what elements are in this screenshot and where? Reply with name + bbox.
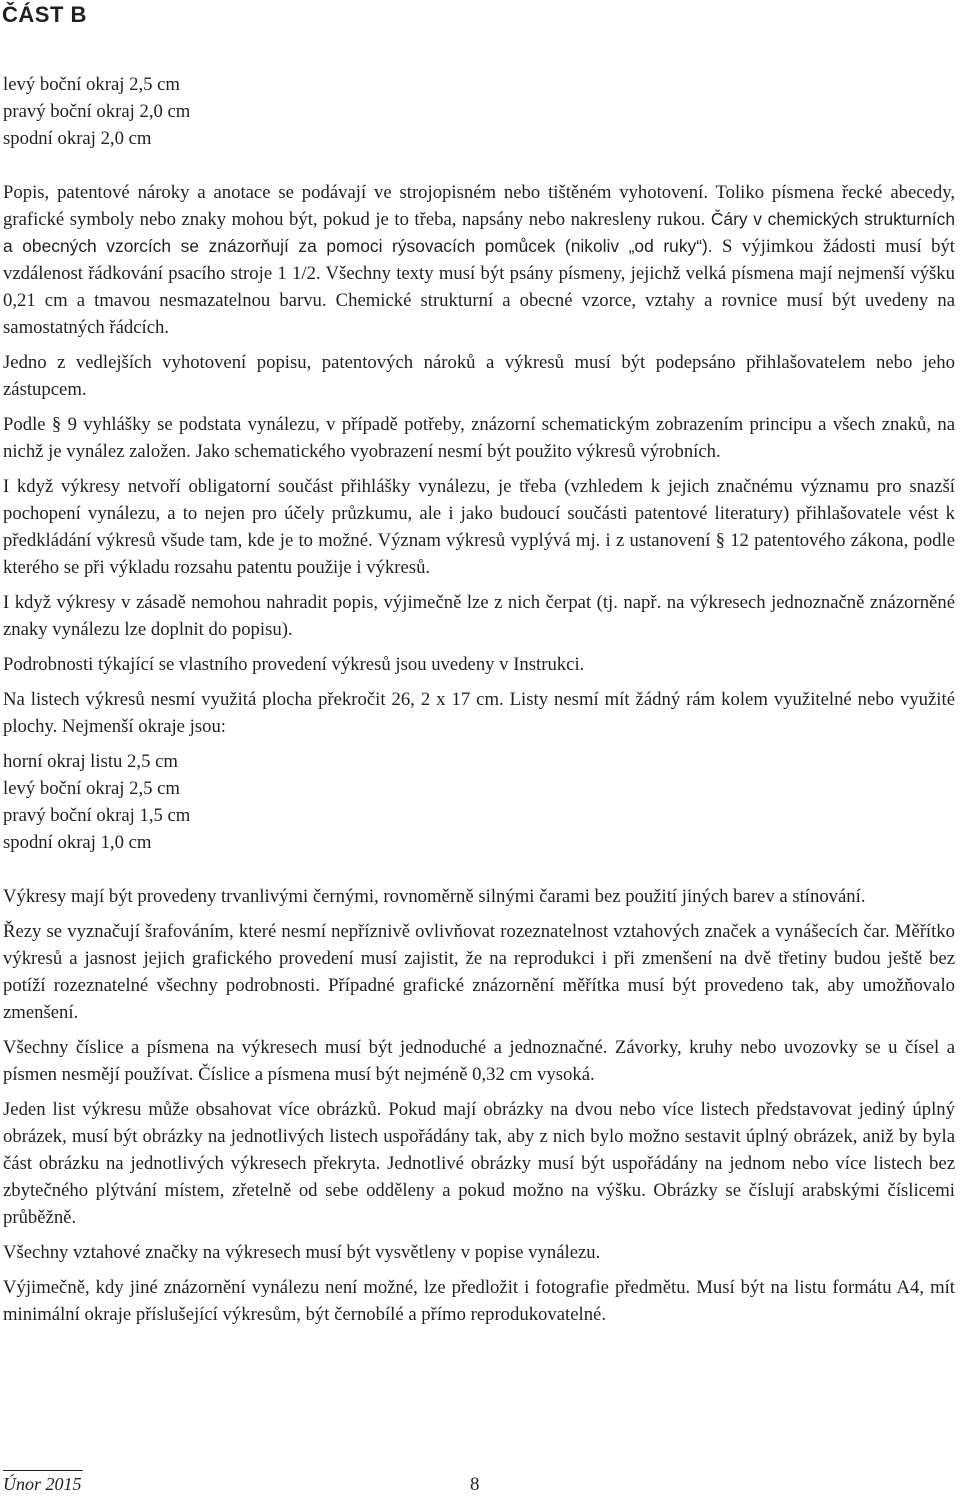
paragraph-listy: Na listech výkresů nesmí využitá plocha překročit 26, 2 x 17 cm. Listy nesmí mít žádný rám kolem využitelné nebo využité plochy. Nejmenší okraje jsou:: [3, 689, 955, 737]
margins-list-drawings: [3, 748, 955, 856]
page-number: 8: [470, 1474, 480, 1495]
paragraph-kdyz-vykresy-netvori: I když výkresy netvoří obligatorní součást přihlášky vynálezu, je třeba (vzhledem k jejich značnému významu pro snazší pochopení vynálezu, a to nejen pro účely průzkumu, ale i jako budoucí součásti patentové literatury) přihlašovatele vést k předkládání výkresů všude tam, kde je to možné. Význam výkresů vyplývá mj. i z ustanovení § 12 patentového zákona, podle kterého se při výkladu rozsahu patentu použije i výkresů.: [3, 476, 955, 578]
paragraph-fotografie: Výjimečně, kdy jiné znázornění vynálezu není možné, lze předložit i fotografie předmětu. Musí být na listu formátu A4, mít minimální okraje příslušející výkresům, být černobílé a přímo reprodukovatelné.: [3, 1277, 955, 1325]
document-body: [3, 71, 955, 1328]
margin-line: levý boční okraj 2,5 cm: [3, 778, 180, 799]
footer-date: Únor 2015: [3, 1474, 82, 1494]
paragraph-podle: Podle § 9 vyhlášky se podstata vynálezu, v případě potřeby, znázorní schematickým zobrazením principu a všech znaků, na nichž je vynález založen. Jako schematického vyobrazení nesmí být použito výkresů výrobních.: [3, 414, 955, 462]
margin-line: pravý boční okraj 2,0 cm: [3, 101, 191, 122]
margins-list-top: [3, 71, 955, 152]
margin-line: horní okraj listu 2,5 cm: [3, 751, 178, 772]
footer-rule: [3, 1470, 83, 1471]
margin-line: spodní okraj 2,0 cm: [3, 128, 152, 149]
paragraph-list-vykresu: Jeden list výkresu může obsahovat více obrázků. Pokud mají obrázky na dvou nebo více listech představovat jediný úplný obrázek, musí být obrázky na jednotlivých listech uspořádány tak, aby z nich bylo možno sestavit úplný obrázek, aniž by byla část obrázku na jednotlivých výkresech překryta. Jednotlivé obrázky musí být uspořádány na jednom nebo více listech bez zbytečného plýtvání místem, zřetelně od sebe odděleny a pokud možno na výšku. Obrázky se číslují arabskými číslicemi průběžně.: [3, 1099, 955, 1228]
paragraph-vykresy: Výkresy mají být provedeny trvanlivými černými, rovnoměrně silnými čarami bez použití jiných barev a stínování.: [3, 886, 866, 907]
paragraph-cislice: Všechny číslice a písmena na výkresech musí být jednoduché a jednoznačné. Závorky, kruhy nebo uvozovky se u čísel a písmen nesmějí používat. Číslice a písmena musí být nejméně 0,32 cm vysoká.: [3, 1037, 955, 1085]
paragraph-popis: [3, 179, 955, 341]
margin-line: spodní okraj 1,0 cm: [3, 832, 152, 853]
text-run: Popis, patentové nároky a anotace se podávají ve strojopisném nebo tištěném vyhotovení. Toliko písmena řecké abecedy, grafické symboly nebo znaky mohou být, pokud je to třeba, napsány nebo nakresleny rukou.: [3, 182, 955, 230]
margin-line: levý boční okraj 2,5 cm: [3, 74, 180, 95]
paragraph-podpis: Jedno z vedlejších vyhotovení popisu, patentových nároků a výkresů musí být podepsáno přihlašovatelem nebo jeho zástupcem.: [3, 352, 955, 400]
margin-line: pravý boční okraj 1,5 cm: [3, 805, 191, 826]
text-run-sans: Čáry v chemických strukturních a obecných vzorcích se znázorňují za pomoci rýsovacích pomůcek (nikoliv „od ruky“).: [3, 209, 955, 256]
paragraph-podrobnosti: Podrobnosti týkající se vlastního provedení výkresů jsou uvedeny v Instrukci.: [3, 654, 585, 675]
paragraph-kdyz-vykresy-nemohou: I když výkresy v zásadě nemohou nahradit popis, výjimečně lze z nich čerpat (tj. např. na výkresech jednoznačně znázorněné znaky vynálezu lze doplnit do popisu).: [3, 592, 955, 640]
text-run: Chemické strukturní a obecné vzorce, vztahy a rovnice musí být uvedeny na samostatných řádcích.: [3, 290, 955, 338]
section-title: ČÁST B: [2, 2, 87, 27]
paragraph-rezy: Řezy se vyznačují šrafováním, které nesmí nepříznivě ovlivňovat rozeznatelnost vztahových značek a vynášecích čar. Měřítko výkresů a jasnost jejich grafického provedení musí zajistit, že na reprodukci i při zmenšení na dvě třetiny budou ještě bez potíží rozeznatelné všechny podrobnosti. Případné grafické znázornění měřítka musí být provedeno tak, aby umožňovalo zmenšení.: [3, 921, 955, 1023]
paragraph-vztahove-znacky: Všechny vztahové značky na výkresech musí být vysvětleny v popise vynálezu.: [3, 1242, 601, 1263]
text-run: S výjimkou žádosti musí být vzdálenost řádkování psacího stroje 1 1/2. Všechny texty musí být psány písmeny, jejichž velká písmena mají nejmenší výšku 0,21 cm a tmavou nesmazatelnou barvu.: [3, 236, 955, 311]
